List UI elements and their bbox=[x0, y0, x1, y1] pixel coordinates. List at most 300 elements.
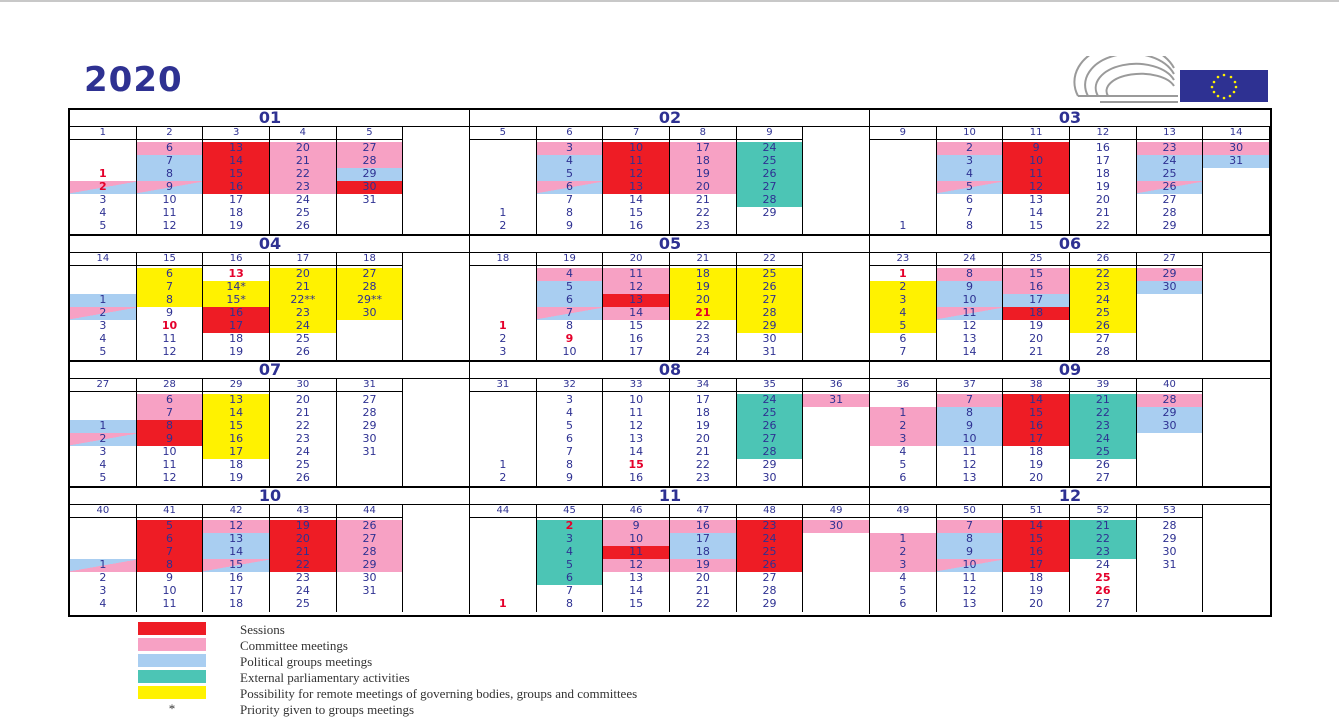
day-cell: 8 bbox=[565, 458, 573, 471]
day-cell: 14 bbox=[1029, 206, 1044, 219]
day-cell: 3 bbox=[99, 193, 107, 206]
day-cell: 27 bbox=[337, 142, 403, 155]
month-label: 07 bbox=[70, 362, 470, 379]
week-column bbox=[737, 140, 804, 234]
day-cell: 13 bbox=[962, 597, 977, 610]
day-cell: 1 bbox=[70, 294, 136, 307]
week-column bbox=[870, 266, 937, 360]
week-number: 31 bbox=[337, 379, 404, 392]
week-number: 10 bbox=[937, 127, 1004, 140]
day-cell: 13 bbox=[962, 471, 977, 484]
day-cell: 30 bbox=[337, 307, 403, 320]
week-column bbox=[1137, 392, 1204, 486]
month-label: 08 bbox=[470, 362, 870, 379]
day-cell: 1 bbox=[99, 167, 107, 180]
day-cell: 9 bbox=[937, 420, 1003, 433]
day-cell: 19 bbox=[270, 520, 336, 533]
day-cell: 13 bbox=[228, 267, 244, 280]
week-column bbox=[70, 518, 137, 612]
day-cell: 31 bbox=[1162, 558, 1177, 571]
day-cell: 24 bbox=[695, 345, 710, 358]
day-cell: 17 bbox=[670, 533, 736, 546]
week-column bbox=[670, 266, 737, 360]
day-cell: 18 bbox=[1003, 307, 1069, 320]
week-number: 6 bbox=[537, 127, 604, 140]
week-column-blank bbox=[403, 505, 470, 614]
day-cell: 23 bbox=[737, 520, 803, 533]
day-cell: 6 bbox=[899, 597, 907, 610]
day-cell: 27 bbox=[337, 268, 403, 281]
day-cell: 16 bbox=[203, 307, 269, 320]
week-number: 32 bbox=[537, 379, 604, 392]
day-cell: 12 bbox=[1003, 181, 1069, 194]
day-cell: 22** bbox=[270, 294, 336, 307]
day-cell: 9 bbox=[937, 281, 1003, 294]
day-cell: 4 bbox=[99, 332, 107, 345]
day-cell: 14 bbox=[603, 307, 669, 320]
week-number: 49 bbox=[870, 505, 937, 518]
day-cell: 15 bbox=[203, 559, 269, 572]
day-cell: 26 bbox=[1137, 181, 1203, 194]
week-column-blank bbox=[1203, 379, 1270, 488]
day-cell: 27 bbox=[1162, 193, 1177, 206]
day-cell: 19 bbox=[670, 559, 736, 572]
week-number: 50 bbox=[937, 505, 1004, 518]
week-column-blank bbox=[403, 127, 470, 236]
week-number: 9 bbox=[870, 127, 937, 140]
week-column bbox=[470, 392, 537, 486]
day-cell: 9 bbox=[565, 471, 573, 484]
legend-label-committee: Committee meetings bbox=[240, 638, 348, 653]
month-panel-10 bbox=[70, 488, 470, 614]
day-cell: 24 bbox=[1070, 294, 1136, 307]
day-cell: 3 bbox=[99, 319, 107, 332]
day-cell: 26 bbox=[1070, 320, 1136, 333]
day-cell: 31 bbox=[362, 193, 377, 206]
day-cell: 19 bbox=[695, 419, 710, 432]
day-cell: 18 bbox=[229, 206, 244, 219]
month-panel-06 bbox=[870, 236, 1270, 362]
week-number: 33 bbox=[603, 379, 670, 392]
day-cell: 21 bbox=[1095, 206, 1110, 219]
day-cell: 13 bbox=[962, 332, 977, 345]
month-panel-07 bbox=[70, 362, 470, 488]
day-cell: 8 bbox=[965, 219, 973, 232]
day-cell: 16 bbox=[629, 471, 644, 484]
day-cell: 3 bbox=[870, 294, 936, 307]
day-cell: 30 bbox=[362, 432, 377, 445]
day-cell: 25 bbox=[295, 597, 310, 610]
day-cell: 28 bbox=[1162, 519, 1177, 532]
day-cell: 29 bbox=[762, 458, 777, 471]
day-cell: 13 bbox=[1029, 193, 1044, 206]
week-number: 44 bbox=[337, 505, 404, 518]
week-number: 35 bbox=[737, 379, 804, 392]
day-cell: 26 bbox=[737, 559, 803, 572]
day-cell: 18 bbox=[670, 546, 736, 559]
day-cell: 21 bbox=[695, 584, 710, 597]
day-cell: 24 bbox=[737, 394, 803, 407]
day-cell: 28 bbox=[1162, 206, 1177, 219]
day-cell: 20 bbox=[270, 533, 336, 546]
legend-label-sessions: Sessions bbox=[240, 622, 285, 637]
week-number: 21 bbox=[670, 253, 737, 266]
day-cell: 29 bbox=[762, 597, 777, 610]
day-cell: 13 bbox=[603, 181, 669, 194]
day-cell: 11 bbox=[603, 546, 669, 559]
day-cell: 7 bbox=[137, 407, 203, 420]
day-cell: 15 bbox=[629, 597, 644, 610]
week-number: 5 bbox=[470, 127, 537, 140]
day-cell: 27 bbox=[737, 294, 803, 307]
day-cell: 18 bbox=[1095, 167, 1110, 180]
week-column bbox=[870, 392, 937, 486]
day-cell: 27 bbox=[1095, 597, 1110, 610]
day-cell: 6 bbox=[899, 471, 907, 484]
week-column bbox=[270, 266, 337, 360]
day-cell: 6 bbox=[537, 294, 603, 307]
week-number: 29 bbox=[203, 379, 270, 392]
day-cell: 4 bbox=[99, 458, 107, 471]
day-cell: 17 bbox=[203, 320, 269, 333]
day-cell: 5 bbox=[537, 168, 603, 181]
week-column bbox=[603, 266, 670, 360]
week-number: 40 bbox=[70, 505, 137, 518]
day-cell: 5 bbox=[99, 345, 107, 358]
day-cell: 16 bbox=[1003, 281, 1069, 294]
day-cell: 10 bbox=[603, 533, 669, 546]
week-column bbox=[937, 518, 1004, 612]
day-cell: 15 bbox=[1003, 268, 1069, 281]
day-cell: 15 bbox=[629, 319, 644, 332]
week-column bbox=[1137, 140, 1204, 234]
week-number: 49 bbox=[803, 505, 870, 518]
week-column-blank bbox=[403, 379, 470, 488]
day-cell: 21 bbox=[295, 406, 310, 419]
day-cell: 6 bbox=[965, 193, 973, 206]
day-cell: 9 bbox=[1003, 142, 1069, 155]
day-cell: 11 bbox=[1003, 168, 1069, 181]
day-cell: 25 bbox=[295, 332, 310, 345]
day-cell: 19 bbox=[670, 281, 736, 294]
week-column bbox=[1003, 518, 1070, 612]
day-cell: 25 bbox=[737, 546, 803, 559]
day-cell: 21 bbox=[1070, 520, 1136, 533]
day-cell: 8 bbox=[137, 559, 203, 572]
week-number: 16 bbox=[203, 253, 270, 266]
day-cell: 16 bbox=[629, 219, 644, 232]
day-cell: 6 bbox=[537, 572, 603, 585]
week-column bbox=[270, 518, 337, 612]
day-cell: 20 bbox=[1029, 597, 1044, 610]
week-column bbox=[737, 518, 804, 612]
day-cell: 14 bbox=[629, 193, 644, 206]
day-cell: 26 bbox=[337, 520, 403, 533]
day-cell: 12 bbox=[603, 168, 669, 181]
day-cell: 22 bbox=[1070, 407, 1136, 420]
day-cell: 28 bbox=[362, 406, 377, 419]
day-cell: 17 bbox=[1003, 559, 1069, 572]
day-cell: 7 bbox=[137, 281, 203, 294]
day-cell: 15 bbox=[629, 206, 644, 219]
week-column bbox=[137, 518, 204, 612]
day-cell: 10 bbox=[603, 142, 669, 155]
day-cell: 12 bbox=[603, 559, 669, 572]
legend-label-external: External parliamentary activities bbox=[240, 670, 410, 685]
day-cell: 29 bbox=[737, 320, 803, 333]
week-column bbox=[203, 392, 270, 486]
day-cell: 10 bbox=[162, 445, 177, 458]
day-cell: 23 bbox=[695, 332, 710, 345]
day-cell: 11 bbox=[603, 155, 669, 168]
week-column bbox=[470, 266, 537, 360]
week-column bbox=[270, 392, 337, 486]
day-cell: 4 bbox=[870, 307, 936, 320]
day-cell: 27 bbox=[737, 181, 803, 194]
week-column bbox=[537, 266, 604, 360]
week-number: 48 bbox=[737, 505, 804, 518]
week-column bbox=[803, 518, 870, 612]
week-column bbox=[670, 140, 737, 234]
week-column bbox=[670, 518, 737, 612]
week-number: 22 bbox=[737, 253, 804, 266]
day-cell: 26 bbox=[737, 168, 803, 181]
day-cell: 16 bbox=[1003, 546, 1069, 559]
year-calendar bbox=[68, 108, 1272, 617]
week-number: 19 bbox=[537, 253, 604, 266]
day-cell: 2 bbox=[870, 281, 936, 294]
day-cell: 27 bbox=[762, 571, 777, 584]
day-cell: 8 bbox=[565, 206, 573, 219]
day-cell: 1 bbox=[499, 319, 507, 332]
day-cell: 11 bbox=[603, 268, 669, 281]
week-number: 38 bbox=[1003, 379, 1070, 392]
day-cell: 22 bbox=[1070, 268, 1136, 281]
day-cell: 24 bbox=[295, 584, 310, 597]
day-cell: 27 bbox=[337, 533, 403, 546]
day-cell: 12 bbox=[962, 319, 977, 332]
day-cell: 11 bbox=[629, 406, 644, 419]
day-cell: 9 bbox=[603, 520, 669, 533]
day-cell: 16 bbox=[203, 433, 269, 446]
week-column bbox=[737, 392, 804, 486]
month-panel-08 bbox=[470, 362, 870, 488]
day-cell: 28 bbox=[1137, 394, 1203, 407]
day-cell: 14 bbox=[962, 345, 977, 358]
day-cell: 6 bbox=[137, 394, 203, 407]
day-cell: 1 bbox=[70, 420, 136, 433]
week-number: 51 bbox=[1003, 505, 1070, 518]
week-column bbox=[137, 140, 204, 234]
week-number: 5 bbox=[337, 127, 404, 140]
day-cell: 16 bbox=[629, 332, 644, 345]
day-cell: 31 bbox=[803, 394, 869, 407]
day-cell: 25 bbox=[737, 268, 803, 281]
day-cell: 30 bbox=[1203, 142, 1269, 155]
day-cell: 6 bbox=[137, 268, 203, 281]
day-cell: 14 bbox=[203, 546, 269, 559]
day-cell: 18 bbox=[229, 458, 244, 471]
day-cell: 7 bbox=[537, 307, 603, 320]
day-cell: 3 bbox=[565, 393, 573, 406]
day-cell: 9 bbox=[137, 181, 203, 194]
day-cell: 3 bbox=[99, 445, 107, 458]
week-number: 52 bbox=[1070, 505, 1137, 518]
day-cell: 17 bbox=[229, 193, 244, 206]
week-column bbox=[203, 266, 270, 360]
week-column bbox=[270, 140, 337, 234]
day-cell: 4 bbox=[537, 155, 603, 168]
day-cell: 28 bbox=[337, 281, 403, 294]
day-cell: 19 bbox=[1029, 584, 1044, 597]
month-panel-05 bbox=[470, 236, 870, 362]
week-number: 28 bbox=[137, 379, 204, 392]
day-cell: 20 bbox=[670, 294, 736, 307]
day-cell: 20 bbox=[670, 181, 736, 194]
day-cell: 23 bbox=[295, 432, 310, 445]
day-cell: 13 bbox=[629, 571, 644, 584]
week-column bbox=[537, 518, 604, 612]
day-cell: 6 bbox=[537, 181, 603, 194]
day-cell: 11 bbox=[162, 597, 177, 610]
week-column bbox=[137, 392, 204, 486]
week-column-blank bbox=[803, 127, 870, 236]
month-panel-11 bbox=[470, 488, 870, 614]
day-cell: 8 bbox=[937, 407, 1003, 420]
day-cell: 1 bbox=[70, 559, 136, 572]
day-cell: 1 bbox=[499, 597, 507, 610]
day-cell: 18 bbox=[670, 155, 736, 168]
day-cell: 25 bbox=[1070, 446, 1136, 459]
day-cell: 20 bbox=[270, 142, 336, 155]
day-cell: 8 bbox=[565, 597, 573, 610]
day-cell: 2 bbox=[499, 332, 507, 345]
day-cell: 17 bbox=[670, 142, 736, 155]
day-cell: 10 bbox=[162, 193, 177, 206]
day-cell: 25 bbox=[295, 458, 310, 471]
day-cell: 7 bbox=[937, 394, 1003, 407]
day-cell: 19 bbox=[1029, 458, 1044, 471]
day-cell: 2 bbox=[870, 546, 936, 559]
day-cell: 7 bbox=[137, 546, 203, 559]
day-cell: 25 bbox=[1137, 168, 1203, 181]
day-cell: 5 bbox=[899, 584, 907, 597]
day-cell: 5 bbox=[899, 458, 907, 471]
day-cell: 22 bbox=[695, 319, 710, 332]
month-label: 04 bbox=[70, 236, 470, 253]
day-cell: 21 bbox=[270, 281, 336, 294]
week-column bbox=[870, 518, 937, 612]
month-label: 02 bbox=[470, 110, 870, 127]
day-cell: 22 bbox=[1095, 219, 1110, 232]
day-cell: 18 bbox=[670, 268, 736, 281]
day-cell: 10 bbox=[161, 319, 178, 332]
month-label: 11 bbox=[470, 488, 870, 505]
day-cell: 19 bbox=[229, 471, 244, 484]
day-cell: 19 bbox=[229, 219, 244, 232]
day-cell: 10 bbox=[1003, 155, 1069, 168]
day-cell: 17 bbox=[229, 584, 244, 597]
day-cell: 2 bbox=[499, 471, 507, 484]
day-cell: 27 bbox=[362, 393, 377, 406]
day-cell: 18 bbox=[695, 406, 710, 419]
day-cell: 2 bbox=[99, 571, 107, 584]
day-cell: 27 bbox=[737, 433, 803, 446]
week-number: 18 bbox=[337, 253, 404, 266]
day-cell: 5 bbox=[870, 320, 936, 333]
day-cell: 8 bbox=[137, 168, 203, 181]
month-label: 03 bbox=[870, 110, 1270, 127]
day-cell: 25 bbox=[1070, 307, 1136, 320]
day-cell: 26 bbox=[295, 345, 310, 358]
day-cell: 1 bbox=[870, 533, 936, 546]
day-cell: 11 bbox=[162, 206, 177, 219]
day-cell: 19 bbox=[1095, 180, 1110, 193]
legend-swatch-external bbox=[138, 670, 206, 683]
week-number: 12 bbox=[1070, 127, 1137, 140]
week-column bbox=[1070, 392, 1137, 486]
day-cell: 29 bbox=[1162, 532, 1177, 545]
day-cell: 9 bbox=[565, 332, 574, 345]
day-cell: 30 bbox=[362, 571, 377, 584]
week-number: 27 bbox=[1137, 253, 1204, 266]
day-cell: 7 bbox=[937, 520, 1003, 533]
day-cell: 13 bbox=[603, 294, 669, 307]
day-cell: 4 bbox=[99, 597, 107, 610]
week-column bbox=[603, 518, 670, 612]
day-cell: 17 bbox=[1003, 294, 1069, 307]
week-number: 18 bbox=[470, 253, 537, 266]
legend-label-priority: Priority given to groups meetings bbox=[240, 702, 415, 717]
day-cell: 7 bbox=[965, 206, 973, 219]
week-number: 34 bbox=[670, 379, 737, 392]
week-column bbox=[670, 392, 737, 486]
day-cell: 31 bbox=[362, 445, 377, 458]
day-cell: 15 bbox=[1029, 219, 1044, 232]
day-cell: 3 bbox=[537, 142, 603, 155]
week-number: 46 bbox=[603, 505, 670, 518]
day-cell: 14 bbox=[1003, 394, 1069, 407]
day-cell: 15* bbox=[203, 294, 269, 307]
day-cell: 21 bbox=[1070, 394, 1136, 407]
day-cell: 9 bbox=[565, 219, 573, 232]
day-cell: 24 bbox=[295, 193, 310, 206]
day-cell: 17 bbox=[1003, 433, 1069, 446]
week-column bbox=[137, 266, 204, 360]
month-panel-01 bbox=[70, 110, 470, 236]
week-column-blank bbox=[403, 253, 470, 362]
day-cell: 7 bbox=[565, 584, 573, 597]
day-cell: 12 bbox=[629, 419, 644, 432]
day-cell: 12 bbox=[162, 345, 177, 358]
month-label: 10 bbox=[70, 488, 470, 505]
day-cell: 21 bbox=[695, 193, 710, 206]
day-cell: 28 bbox=[737, 446, 803, 459]
day-cell: 23 bbox=[695, 219, 710, 232]
week-column bbox=[1070, 266, 1137, 360]
day-cell: 14 bbox=[203, 407, 269, 420]
day-cell: 19 bbox=[670, 168, 736, 181]
day-cell: 15 bbox=[203, 168, 269, 181]
day-cell: 13 bbox=[629, 432, 644, 445]
week-number: 15 bbox=[137, 253, 204, 266]
day-cell: 3 bbox=[99, 584, 107, 597]
day-cell: 23 bbox=[1070, 420, 1136, 433]
day-cell: 2 bbox=[70, 181, 136, 194]
week-number: 36 bbox=[870, 379, 937, 392]
day-cell: 21 bbox=[695, 445, 710, 458]
day-cell: 18 bbox=[1029, 445, 1044, 458]
